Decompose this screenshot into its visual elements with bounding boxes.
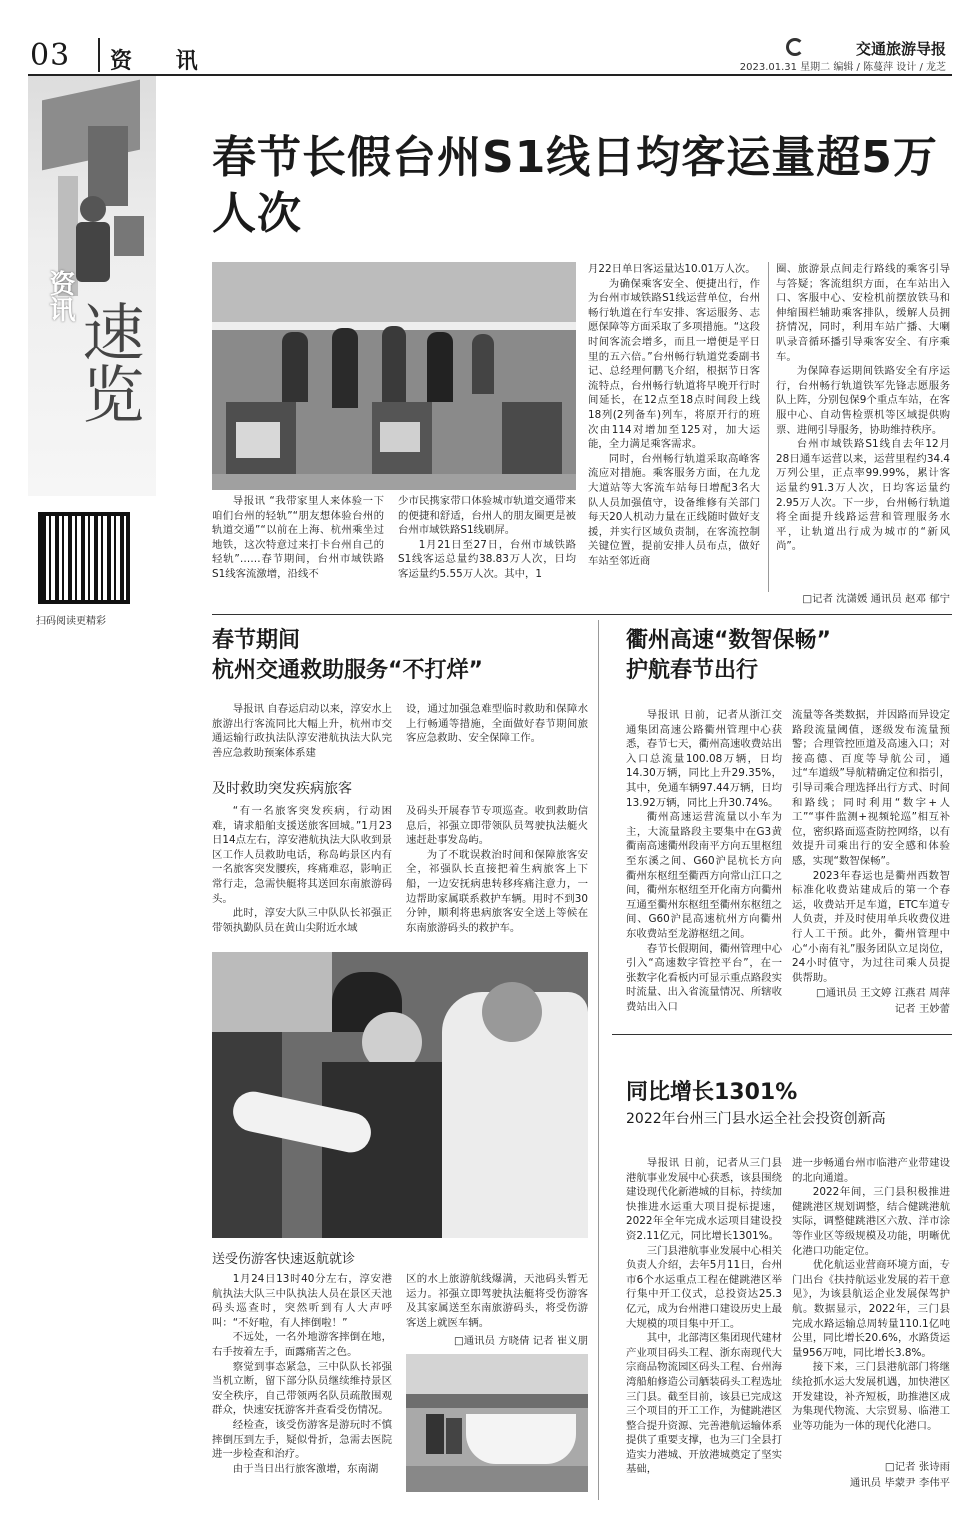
story1-paragraph: 导报讯 “我带家里人来体验一下咱们台州的轻轨”“朋友想体验台州的轨道交通”“以前在上海、杭州乘坐过地铁，这次特意过来打卡台州自己的轻轨”……春节期间，台州市域铁路S1线客流激增，沿线不 [212,495,384,580]
story3-paragraph: 流量等各类数据，并因路而异设定路段流量阈值，逐级发布流量预警；合理管控匝道及高速入口；对接高德、百度等导航公司，通过“车道级”导航精确定位和指引，引导司乘合理选择出行方式、时间和路线；同时利用“数字+人工”“事件监测+视频轮巡”相互补位，密织路面巡查防控网络，以有效提升司乘出行的安全感和体验感，实现“数智保畅”。 [792,709,950,867]
story2-paragraph: “有一名旅客突发疾病，行动困难，请求船舶支援送旅客回城。”1月23日14点左右，淳安港航执法大队收到景区工作人员救助电话，称岛屿景区内有一名旅客突发腰疾，疼痛难忍，影响正常行走，急需快艇将其送回东南旅游码头。 [212,805,392,905]
story2-paragraph: 不远处，一名外地游客摔倒在地，右手按着左手，面露痛苦之色。 [212,1331,392,1358]
story3-paragraph: 导报讯 日前，记者从浙江交通集团高速公路衢州管理中心获悉，春节七天，衢州高速收费站出入口总流量100.08万辆，日均14.30万辆，同比上升29.35%，其中，免通车辆97.44万辆，日均13.92万辆，同比上升30.74%。 [626,709,782,809]
story4-credit-1: □记者 张诗雨 [884,1461,950,1473]
story2-paragraph: 1月24日13时40分左右，淳安港航执法大队三中队执法人员在景区天池码头巡查时，突然听到有人大声呼叫：“不好啦，有人摔倒啦！” [212,1273,392,1329]
story1-paragraph: 为确保乘客安全、便捷出行，作为台州市域铁路S1线运营单位，台州畅行轨道在行车安排、客运服务、志愿保障等方面采取了多项措施。“这段时间客流会增多，而且一增便是平日里的五六倍。”台州畅行轨道党委副书记、总经理何鹏飞介绍，根据节日客流特点，台州畅行轨道将早晚开行时间延长，在12点至18点时间段上线18列(2列备车)列车，将原开行的班次由114对增加至125对，加大运能，全力满足乘客需求。 [588,277,760,451]
section-rule [612,1034,952,1035]
story4-paragraph: 接下来，三门县港航部门将继续抢抓水运大发展机遇，加快港区开发建设，补齐短板，助推港区成为集现代物流、大宗贸易、临港工业等功能为一体的现代化港口。 [792,1361,950,1432]
story2-paragraph: 区的水上旅游航线爆满，天池码头暂无运力。祁强立即驾驶执法艇将受伤游客及其家属送至东南旅游码头，将受伤游客送上就医车辆。 [406,1273,588,1329]
story1-paragraph: 少市民携家带口体验城市轨道交通带来的便捷和舒适，台州人的朋友圈更是被台州市域铁路S1线刷屏。 [398,495,576,537]
edition-info: 2023.01.31 星期二 编辑 / 陈蔓萍 设计 / 龙芝 [739,62,946,73]
story2-paragraph: 为了不耽误救治时间和保障旅客安全，祁强队长直接把着生病旅客上下船，一边安抚病患转移疼痛注意力，一边帮助家属联系救护车辆。用时不到30分钟，顺利将患病旅客安全送上等候在东南旅游码头的救护车。 [406,848,588,934]
qr-caption: 扫码阅读更精彩 [36,616,106,627]
column-divider [598,620,599,1500]
newspaper-brand: 交通旅游导报 [855,40,946,58]
story2-subhead-1: 及时救助突发疾病旅客 [212,781,352,797]
section-name: 资 讯 [110,49,216,74]
column-divider [768,262,769,592]
story4-paragraph: 进一步畅通台州市临港产业带建设的北向通道。 [792,1157,950,1184]
story2-headline-line2: 杭州交通救助服务“不打烊” [212,658,483,683]
story2-headline-line1: 春节期间 [212,628,301,653]
story3-column-left [626,708,782,1028]
photo-pier [406,1354,588,1492]
story2-paragraph: 经检查，该受伤游客是游玩时不慎摔倒压到左手，疑似骨折，急需去医院进一步检查和治疗。 [212,1418,392,1461]
story3-credit-1: □通讯员 王文婷 江燕君 周萍 [815,987,950,999]
story2-sec1-left [212,804,392,944]
story2-paragraph: 设，通过加强急难型临时救助和保障水上行畅通等措施，全面做好春节期间旅客应急救助、安全保障工作。 [406,703,588,745]
story3-column-right [792,708,950,984]
story4-paragraph: 三门县港航事业发展中心相关负责人介绍，去年5月11日，台州市6个水运重点工程在健跳港区举行集中开工仪式，总投资达25.3亿元，成为台州港口建设历史上最大规模的项目集中开工。 [626,1244,782,1330]
story4-headline: 同比增长1301% [626,1080,798,1105]
photo-rescue-boat [212,952,588,1238]
story4-paragraph: 其中，北部湾区集团现代建材产业项目码头工程、浙东南现代大宗商品物流园区码头工程、台州海湾船舶修造公司舾装码头工程选址三门县。截至目前，该县已完成这三个项目的开工工作，为健跳港区整合提升资源、完善港航运输体系提供了重要支撑，也为三门全县打造实力港城、开放港城奠定了坚实基础， [626,1332,782,1476]
section-rule [212,614,952,615]
story3-headline-line1: 衢州高速“数智保畅” [626,628,831,653]
story3-paragraph: 衢州高速运营流量以小车为主，大流量路段主要集中在G3黄衢南高速衢州段南平方向五里枢纽至东溪之间、G60沪昆杭长方向衢州东枢纽至衢西方向常山江口之间，衢州东枢纽至开化南方向衢州互通至衢州东枢纽至衢州东枢纽之间、G60沪昆高速杭州方向衢州东收费站至龙游枢纽之间。 [626,811,782,940]
story1-paragraph: 台州市域铁路S1线自去年12月28日通车运营以来，运营里程约34.4万列公里，正点率99.99%，累计客运量约91.3万人次，日均客运量约2.95万人次。下一步，台州畅行轨道将全面提升线路运营和管理服务水平，让轨道出行成为城市的“新风尚”。 [776,438,950,553]
ribbon-title-news: 资讯 [45,270,75,322]
story1-column-d [776,262,950,572]
story4-subheadline: 2022年台州三门县水运全社会投资创新高 [626,1111,886,1127]
story3-paragraph: 春节长假期间，衢州管理中心引入“高速数字管控平台”，在一张数字化看板内可显示重点路段实时流量、出入省流量情况、所辖收费站出入口 [626,942,782,1013]
story1-paragraph: 圈、旅游景点间走行路线的乘客引导与答疑；客流组织方面，在车站出入口、客服中心、安检机前摆放铁马和伸缩围栏辅助乘客排队，缓解人员拥挤情况，同时，利用车站广播、大喇叭录音循环播引导乘客安全、有序乘车。 [776,263,950,363]
photo-metro-gates [212,262,576,490]
main-headline: 春节长假台州S1线日均客运量超5万人次 [212,132,938,239]
story1-column-c [588,262,760,592]
story3-paragraph: 2023年春运也是衢州西数智标准化收费站建成后的第一个春运，收费站开足车道，ETC车道专人负责，并及时使用单兵收费仪进行人工干预。此外，衢州管理中心“小南有礼”服务团队立足岗位，24小时值守，为过往司乘人员提供帮助。 [792,869,950,984]
story1-paragraph: 1月21日至27日，台州市域铁路S1线客运总量约38.83万人次，日均客运量约5.55万人次。其中，1 [398,538,576,580]
story3-credit-2: 记者 王妙蕾 [894,1003,950,1015]
story1-paragraph: 月22日单日客运量达10.01万人次。 [588,263,756,275]
story2-paragraph: 及码头开展春节专项巡查。收到救助信息后，祁强立即带领队员驾驶执法艇火速赶赴事发岛屿。 [406,805,588,847]
story1-paragraph: 同时，台州畅行轨道采取高峰客流应对措施。乘客服务方面，在九龙大道站等大客流车站每日增配3名大队人员加强值守，设备维修有关部门每天20人机动力量在正线随时做好支援，并实行区域负责制，在客流控制关键位置，提前安排人员布点，做好车站至邻近商 [588,452,760,567]
story2-sec1-right [406,804,588,944]
header-divider [98,38,100,72]
photo-caption: 送受伤游客快速返航就诊 [212,1252,356,1267]
story4-credit-2: 通讯员 毕蒙尹 李伟平 [849,1477,950,1489]
story4-paragraph: 2022年间，三门县积极推进健跳港区规划调整，结合健跳港航实际，调整健跳港区六敖、洋市涂等作业区等级规模及功能，明晰优化港口功能定位。 [792,1186,950,1257]
header-rule [28,74,952,76]
story2-intro-right [406,702,588,762]
story2-intro-left [212,702,392,762]
story4-column-right [792,1156,950,1456]
story1-column-a [212,494,384,580]
story2-paragraph: 导报讯 自春运启动以来，淳安水上旅游出行客流同比大幅上升，杭州市交通运输行政执法队淳安港航执法大队完善应急救助预案体系建 [212,703,392,759]
story4-column-left [626,1156,782,1492]
ribbon-title-overview: 速览 [71,300,145,424]
story2-credit: □通讯员 方晓倩 记者 崔义朋 [453,1335,588,1347]
story4-paragraph: 优化航运业营商环境方面，专门出台《扶持航运业发展的若干意见》，为该县航运企业发展保驾护航。数据显示，2022年，三门县完成水路运输总周转量110.1亿吨公里，同比增长20.6%，水路货运量956万吨，同比增长3.8%。 [792,1259,950,1359]
brand-logo-icon [786,38,804,56]
story2-sec2-right [406,1272,588,1334]
story1-credit: □记者 沈潇媛 通讯员 赵邓 郁宁 [802,593,950,605]
story2-paragraph: 此时，淳安大队三中队队长祁强正带领执勤队员在黄山尖附近水域 [212,907,392,934]
story2-sec2-left [212,1272,392,1492]
story3-headline-line2: 护航春节出行 [626,658,759,683]
story2-paragraph: 察觉到事态紧急，三中队队长祁强当机立断，留下部分队员继续维持景区安全秩序，自己带领两名队员疏散围观群众，快速安抚游客并查看受伤情况。 [212,1360,392,1417]
page-number: 03 [30,38,71,73]
story1-paragraph: 为保障春运期间铁路安全有序运行，台州畅行轨道铁军先锋志愿服务队上阵，分别包保9个重点车站，在客服中心、自动售检票机等区域提供购票、进闸引导服务，协助维持秩序。 [776,365,950,436]
story1-column-b [398,494,576,580]
story2-paragraph: 由于当日出行旅客激增，东南湖 [232,1462,379,1475]
qr-code[interactable] [38,512,130,604]
story4-paragraph: 导报讯 日前，记者从三门县港航事业发展中心获悉，该县围绕建设现代化新港城的目标，持续加快推进水运重大项目提标提速，2022年全年完成水运项目建设投资2.11亿元，同比增长1301%。 [626,1157,782,1242]
